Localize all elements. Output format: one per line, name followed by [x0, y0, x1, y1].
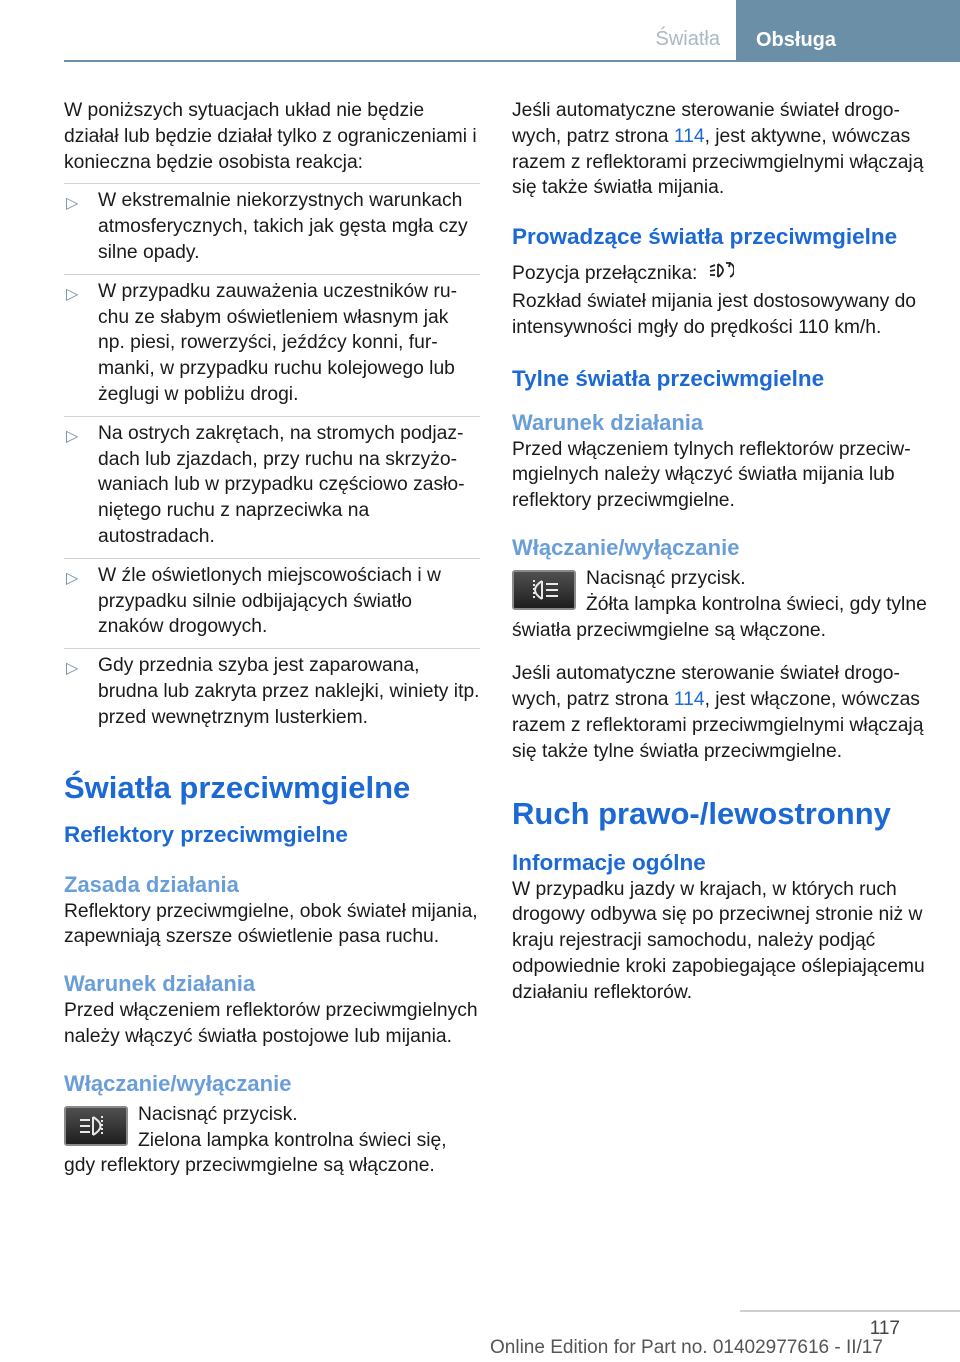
header-divider [64, 60, 960, 62]
indicator-text: Zielona lampka kontrolna świeci się, gdy reflektory przeciwmgielne są włączone. [64, 1129, 447, 1177]
heading-condition-rear: Warunek działania [512, 409, 704, 435]
auto-headlight-icon [708, 259, 734, 289]
heading-principle: Zasada działania [64, 871, 239, 897]
triangle-bullet-icon: ▷ [66, 569, 79, 587]
general-info-text: W przypadku jazdy w krajach, w których ruch drogowy odbywa się po przeciwnej stronie niż w kraju rejestracji samochodu, należy podjąć odpowiednie kroki zapobiegające oślepiającemu działaniu reflektorów. [512, 878, 925, 1003]
right-column [512, 98, 928, 1006]
left-column [64, 98, 480, 1179]
subsection-title-general-info: Informacje ogólne [512, 849, 706, 875]
page-link-114[interactable]: 114 [673, 125, 705, 147]
heading-switch-on-off: Włączanie/wyłączanie [64, 1070, 292, 1096]
subsection-title-rear-fog: Tylne światła przeciwmgielne [512, 365, 825, 391]
list-item: ▷ Gdy przednia szyba jest zaparowana, brudna lub zakryta przez naklejki, winiety itp. przed wewnętrznym lusterkiem. [64, 648, 480, 738]
low-beam-distribution-text: Rozkład świateł mijania jest dostosowywany do intensywności mgły do prędkości 110 km/h. [512, 290, 917, 338]
condition-text: Przed włączeniem reflektorów przeciwmgielnych należy włączyć światła postojowe lub mijania. [64, 1000, 478, 1047]
rear-fog-button-icon [512, 570, 576, 610]
header-chapter-tab[interactable]: Obsługa [736, 0, 960, 60]
intro-paragraph: W poniższych sytuacjach układ nie będzie działał lub będzie działał tylko z ograniczeniami i konieczna będzie osobista reakcja: [64, 100, 477, 173]
page-link-114[interactable]: 114 [673, 689, 705, 711]
triangle-bullet-icon: ▷ [66, 660, 79, 678]
list-item: ▷ W źle oświetlonych miejscowościach i w przypadku silnie odbijających światło znaków drogowych. [64, 558, 480, 648]
subsection-title-guiding-fog: Prowadzące światła przeciwmgielne [512, 224, 898, 250]
header-section-label[interactable]: Światła [655, 28, 720, 50]
triangle-bullet-icon: ▷ [66, 195, 79, 213]
auto-highbeam-rear-paragraph: Jeśli automatyczne sterowanie świateł drogowych, patrz strona 114, jest włączone, wówczas razem z reflektorami przeciwmgielnymi włączają się także tylne światła przeciwmgielne. [512, 663, 924, 762]
switch-position-text: Pozycja przełącznika: [512, 259, 928, 289]
heading-switch-rear: Włączanie/wyłączanie [512, 534, 740, 560]
press-button-rear-text: Nacisnąć przycisk. [586, 567, 746, 589]
page-number: 117 [869, 1318, 900, 1339]
front-fog-button-icon [64, 1106, 128, 1146]
heading-condition: Warunek działania [64, 971, 256, 997]
list-item: ▷ W przypadku zauważenia uczestników ruchu ze słabym oświetleniem własnym jak np. piesi, rowerzyści, jeźdźcy konni, furmanki, w przypadku ruchu kolejowego lub żeglugi w pobliżu drogi. [64, 274, 480, 416]
triangle-bullet-icon: ▷ [66, 427, 79, 445]
section-title-traffic-side: Ruch prawo-/lewostronny [512, 795, 891, 831]
list-item: ▷ W ekstremalnie niekorzystnych warunkach atmosferycznych, takich jak gęsta mgła czy silne opady. [64, 183, 480, 273]
indicator-rear-text: Żółta lampka kontrolna świeci, gdy tylne światła przeciwmgielne są włączone. [512, 593, 927, 641]
page-header [0, 0, 960, 62]
auto-highbeam-paragraph: Jeśli automatyczne sterowanie świateł drogowych, patrz strona 114, jest aktywne, wówczas razem z reflektorami przeciwmgielnymi włączają się także światła mijania. [512, 100, 924, 199]
principle-text: Reflektory przeciwmgielne, obok świateł mijania, zapewniają szersze oświetlenie pasa ruchu. [64, 900, 478, 948]
subsection-title-front-fog: Reflektory przeciwmgielne [64, 821, 348, 847]
edition-footer: Online Edition for Part no. 01402977616 - II/17 [490, 1337, 883, 1358]
list-item: ▷ Na ostrych zakrętach, na stromych podjazdach lub zjazdach, przy ruchu na skrzyżowaniach lub w przypadku częściowo zasłoniętego ruchu z naprzeciwka na autostradach. [64, 416, 480, 558]
triangle-bullet-icon: ▷ [66, 285, 79, 303]
limitations-list [64, 183, 480, 738]
section-title-fog-lights: Światła przeciwmgielne [64, 769, 411, 805]
footer-divider [740, 1310, 960, 1312]
condition-rear-text: Przed włączeniem tylnych reflektorów przeciwmgielnych należy włączyć światła mijania lub reflektory przeciwmgielne. [512, 438, 911, 512]
press-button-text: Nacisnąć przycisk. [138, 1103, 298, 1125]
